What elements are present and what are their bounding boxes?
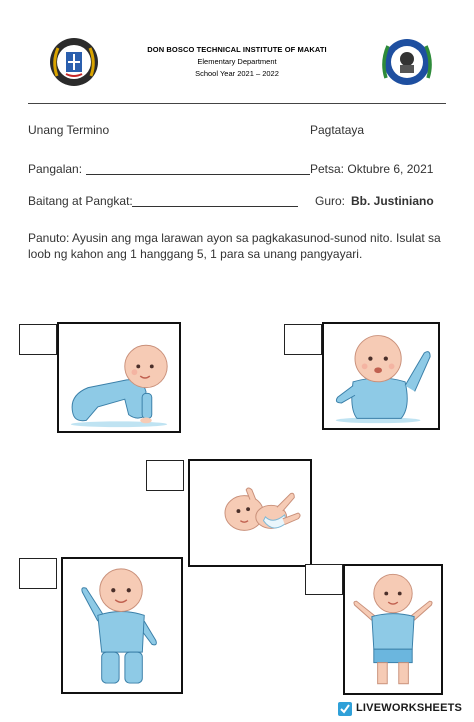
teacher-name: Bb. Justiniano [351, 194, 434, 208]
standing-child-image [343, 564, 443, 695]
crawling-baby-image [57, 322, 181, 433]
standing-baby-image [61, 557, 183, 694]
date-label: Petsa: Oktubre 6, 2021 [310, 162, 434, 176]
term-label: Unang Termino [28, 123, 110, 137]
liveworksheets-logo [337, 700, 472, 718]
department-logo [380, 34, 434, 90]
instructions: Panuto: Ayusin ang mga larawan ayon sa pagkakasunod-sunod nito. Isulat sa loob ng kahon ang 1 hanggang 5, 1 para sa unang pangyayari. [28, 231, 441, 261]
answer-box-3[interactable] [146, 460, 184, 491]
school-header [120, 44, 354, 80]
department: Elementary Department [197, 57, 277, 66]
name-field[interactable] [86, 164, 310, 175]
sitting-baby-image [322, 322, 440, 430]
school-name: DON BOSCO TECHNICAL INSTITUTE OF MAKATI [147, 45, 327, 54]
teacher-label: Guro: [315, 194, 346, 208]
answer-box-4[interactable] [19, 558, 57, 589]
liveworksheets-brand: LIVEWORKSHEETS [356, 702, 463, 714]
grade-field[interactable] [132, 196, 298, 207]
answer-box-5[interactable] [305, 564, 343, 595]
school-year: School Year 2021 – 2022 [195, 69, 279, 78]
grade-label: Baitang at Pangkat: [28, 194, 133, 208]
liveworksheets-icon [337, 701, 353, 717]
school-logo [48, 36, 100, 88]
assessment-label: Pagtataya [310, 123, 365, 137]
answer-box-2[interactable] [284, 324, 322, 355]
answer-box-1[interactable] [19, 324, 57, 355]
header-divider [28, 103, 446, 104]
name-label: Pangalan: [28, 162, 83, 176]
lying-baby-image [188, 459, 312, 567]
